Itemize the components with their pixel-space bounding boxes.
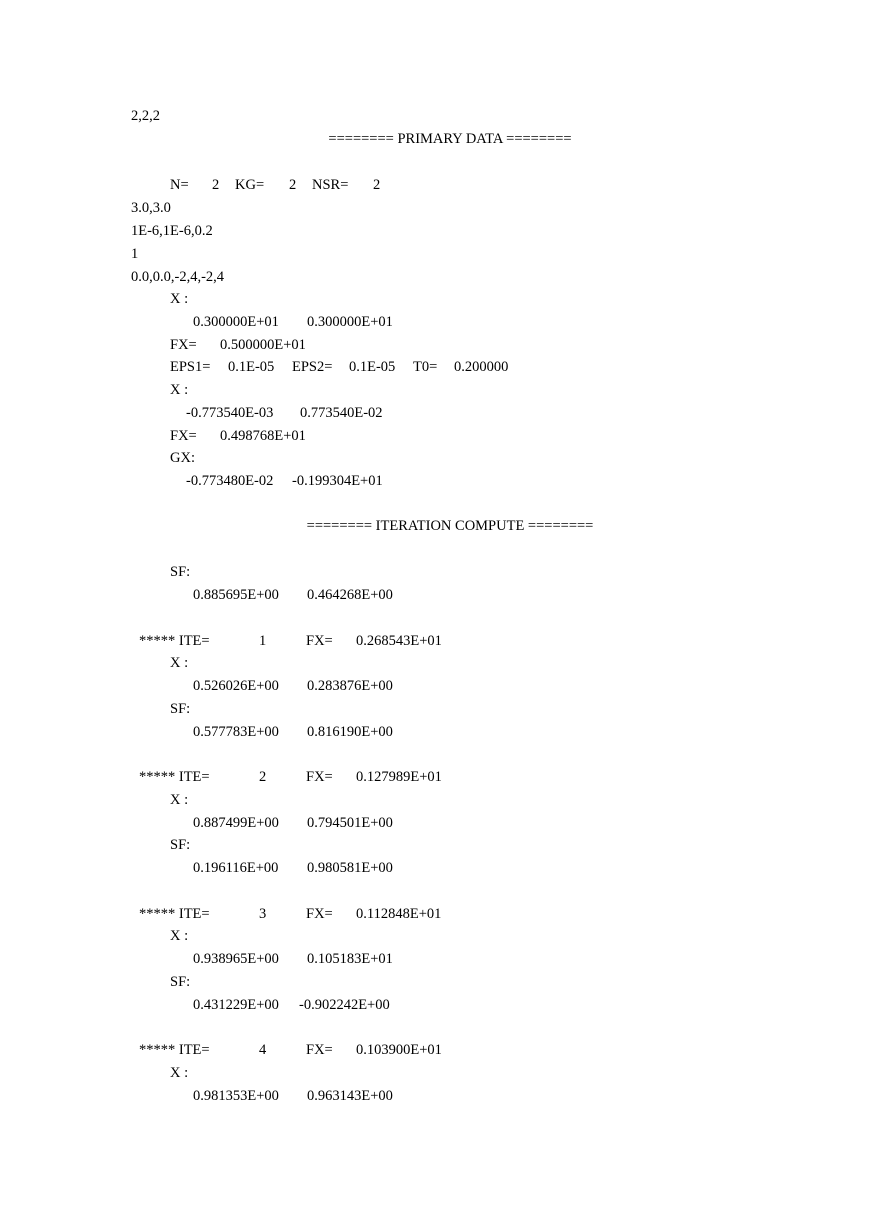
x-value: 0.981353E+00 [193, 1088, 279, 1104]
sf-value: 0.464268E+00 [307, 587, 393, 603]
x-value: 0.887499E+00 [193, 815, 279, 831]
eps2-label: EPS2= [292, 359, 333, 375]
sf-value: -0.902242E+00 [299, 997, 390, 1013]
kg-value: 2 [289, 177, 297, 193]
x-label: X : [170, 1065, 189, 1081]
fx-value: 0.127989E+01 [356, 769, 442, 785]
gx-label: GX: [170, 450, 195, 466]
x-label: X : [170, 928, 189, 944]
ite-label: ***** ITE= [139, 906, 210, 922]
x-value: 0.283876E+00 [307, 678, 393, 694]
eps2-value: 0.1E-05 [349, 359, 396, 375]
x-label: X : [170, 291, 189, 307]
fx-value: 0.112848E+01 [356, 906, 442, 922]
fx-value: 0.500000E+01 [220, 337, 306, 353]
fx-label: FX= [306, 769, 333, 785]
sf-value: 0.816190E+00 [307, 724, 393, 740]
iteration-compute-heading: ======== ITERATION COMPUTE ======== [306, 518, 594, 534]
fx-label: FX= [306, 633, 333, 649]
t0-label: T0= [413, 359, 438, 375]
x-value: 0.105183E+01 [307, 951, 393, 967]
x-value: 0.794501E+00 [307, 815, 393, 831]
sf-value: 0.885695E+00 [193, 587, 279, 603]
x-label: X : [170, 382, 189, 398]
fx-value: 0.498768E+01 [220, 428, 306, 444]
x-value: -0.773540E-03 [186, 405, 274, 421]
ite-label: ***** ITE= [139, 633, 210, 649]
ite-number: 2 [259, 769, 267, 785]
x-value: 0.773540E-02 [300, 405, 383, 421]
fx-label: FX= [170, 428, 197, 444]
n-label: N= [170, 177, 189, 193]
ite-label: ***** ITE= [139, 1042, 210, 1058]
ite-label: ***** ITE= [139, 769, 210, 785]
sf-label: SF: [170, 837, 191, 853]
gx-value: -0.773480E-02 [186, 473, 274, 489]
sf-label: SF: [170, 564, 191, 580]
sf-value: 0.980581E+00 [307, 860, 393, 876]
sf-value: 0.431229E+00 [193, 997, 279, 1013]
nsr-label: NSR= [312, 177, 349, 193]
x-value: 0.526026E+00 [193, 678, 279, 694]
input-line: 0.0,0.0,-2,4,-2,4 [131, 269, 225, 285]
n-value: 2 [212, 177, 220, 193]
eps1-label: EPS1= [170, 359, 211, 375]
x-label: X : [170, 792, 189, 808]
fx-label: FX= [306, 1042, 333, 1058]
x-value: 0.938965E+00 [193, 951, 279, 967]
sf-label: SF: [170, 974, 191, 990]
eps1-value: 0.1E-05 [228, 359, 275, 375]
fx-label: FX= [306, 906, 333, 922]
fx-value: 0.103900E+01 [356, 1042, 442, 1058]
kg-label: KG= [235, 177, 265, 193]
fx-value: 0.268543E+01 [356, 633, 442, 649]
x-label: X : [170, 655, 189, 671]
sf-value: 0.196116E+00 [193, 860, 279, 876]
ite-number: 4 [259, 1042, 267, 1058]
ite-number: 1 [259, 633, 267, 649]
fx-label: FX= [170, 337, 197, 353]
ite-number: 3 [259, 906, 267, 922]
x-value: 0.300000E+01 [193, 314, 279, 330]
sf-label: SF: [170, 701, 191, 717]
x-value: 0.300000E+01 [307, 314, 393, 330]
t0-value: 0.200000 [454, 359, 509, 375]
input-line: 3.0,3.0 [131, 200, 171, 216]
input-line: 1 [131, 246, 139, 262]
input-line: 1E-6,1E-6,0.2 [131, 223, 213, 239]
gx-value: -0.199304E+01 [292, 473, 383, 489]
nsr-value: 2 [373, 177, 381, 193]
x-value: 0.963143E+00 [307, 1088, 393, 1104]
input-line: 2,2,2 [131, 108, 160, 124]
primary-data-heading: ======== PRIMARY DATA ======== [328, 131, 572, 147]
sf-value: 0.577783E+00 [193, 724, 279, 740]
